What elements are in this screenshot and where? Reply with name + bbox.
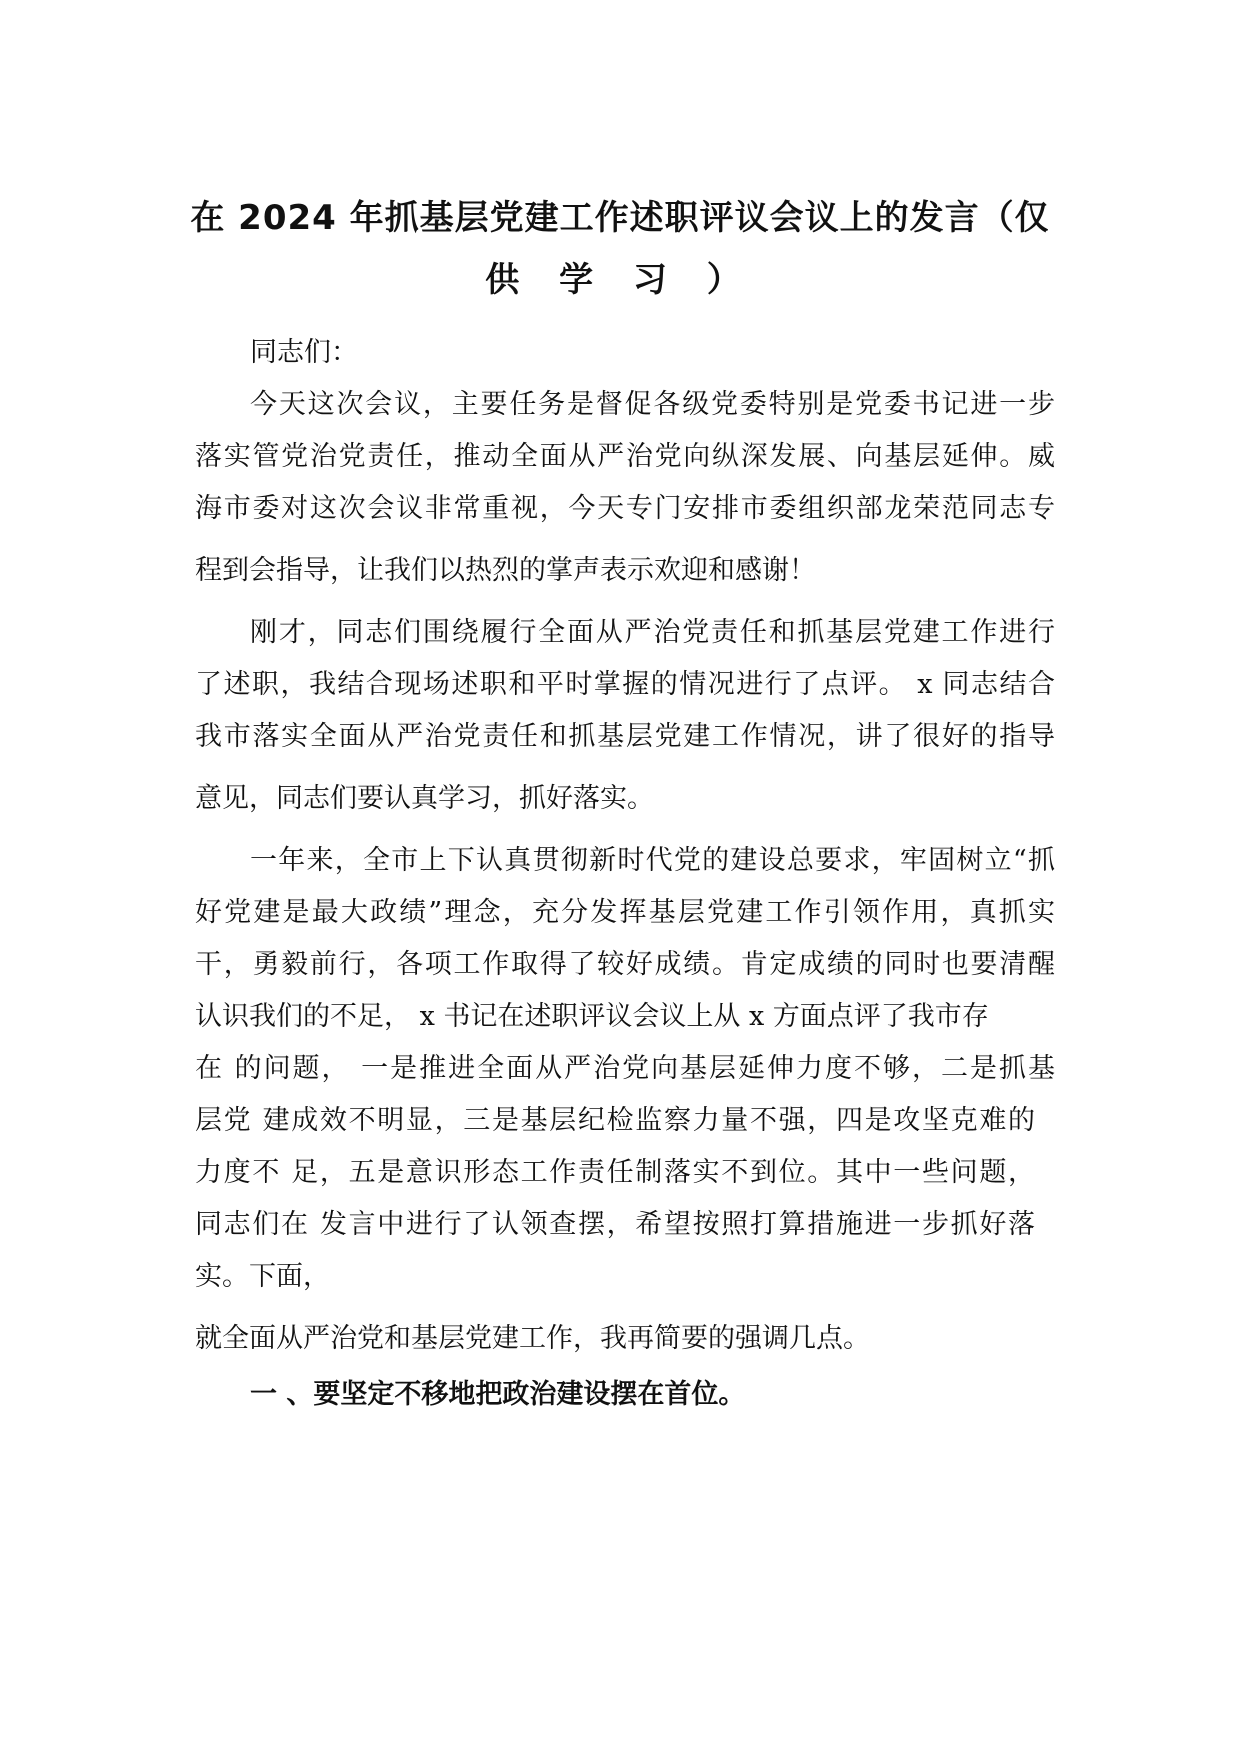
paragraph-1-line-2: 落实管党治党责任，推动全面从严治党向纵深发展、向基层延伸。威	[195, 441, 1055, 472]
salutation: 同志们：	[250, 337, 358, 368]
paragraph-3-line-6: 层党 建成效不明显，三是基层纪检监察力量不强，四是攻坚克难的	[195, 1105, 1035, 1136]
section-heading-1: 一 、要坚定不移地把政治建设摆在首位。	[250, 1379, 746, 1410]
paragraph-3-line-8: 同志们在 发言中进行了认领查摆，希望按照打算措施进一步抓好落	[195, 1209, 1035, 1240]
document-title-line-2: 供 学 习 ）	[485, 260, 755, 300]
paragraph-2-line-1: 刚才，同志们围绕履行全面从严治党责任和抓基层党建工作进行	[250, 617, 1055, 648]
paragraph-2-line-2: 了述职，我结合现场述职和平时掌握的情况进行了点评。 x 同志结合	[195, 669, 1055, 700]
paragraph-1-line-3: 海市委对这次会议非常重视，今天专门安排市委组织部龙荣范同志专	[195, 493, 1055, 524]
paragraph-3-line-9: 实。下面，	[195, 1261, 330, 1292]
paragraph-3-line-7: 力度不 足，五是意识形态工作责任制落实不到位。其中一些问题，	[195, 1157, 1035, 1188]
paragraph-1-line-1: 今天这次会议，主要任务是督促各级党委特别是党委书记进一步	[250, 389, 1055, 420]
paragraph-3-line-2: 好党建是最大政绩”理念，充分发挥基层党建工作引领作用，真抓实	[195, 897, 1055, 928]
paragraph-3-line-3: 干，勇毅前行，各项工作取得了较好成绩。肯定成绩的同时也要清醒	[195, 949, 1055, 980]
paragraph-2-line-3: 我市落实全面从严治党责任和抓基层党建工作情况，讲了很好的指导	[195, 721, 1055, 752]
paragraph-4-line-1: 就全面从严治党和基层党建工作，我再简要的强调几点。	[195, 1323, 870, 1354]
paragraph-3-line-5: 在 的问题， 一是推进全面从严治党向基层延伸力度不够，二是抓基	[195, 1053, 1055, 1084]
paragraph-2-line-4: 意见，同志们要认真学习，抓好落实。	[195, 783, 654, 814]
paragraph-1-line-4: 程到会指导，让我们以热烈的掌声表示欢迎和感谢！	[195, 555, 816, 586]
paragraph-3-line-1: 一年来，全市上下认真贯彻新时代党的建设总要求，牢固树立“抓	[250, 845, 1055, 876]
paragraph-3-line-4: 认识我们的不足， x 书记在述职评议会议上从 x 方面点评了我市存	[195, 1001, 989, 1032]
document-title-line-1: 在 2024 年抓基层党建工作述职评议会议上的发言（仅	[190, 198, 1050, 238]
